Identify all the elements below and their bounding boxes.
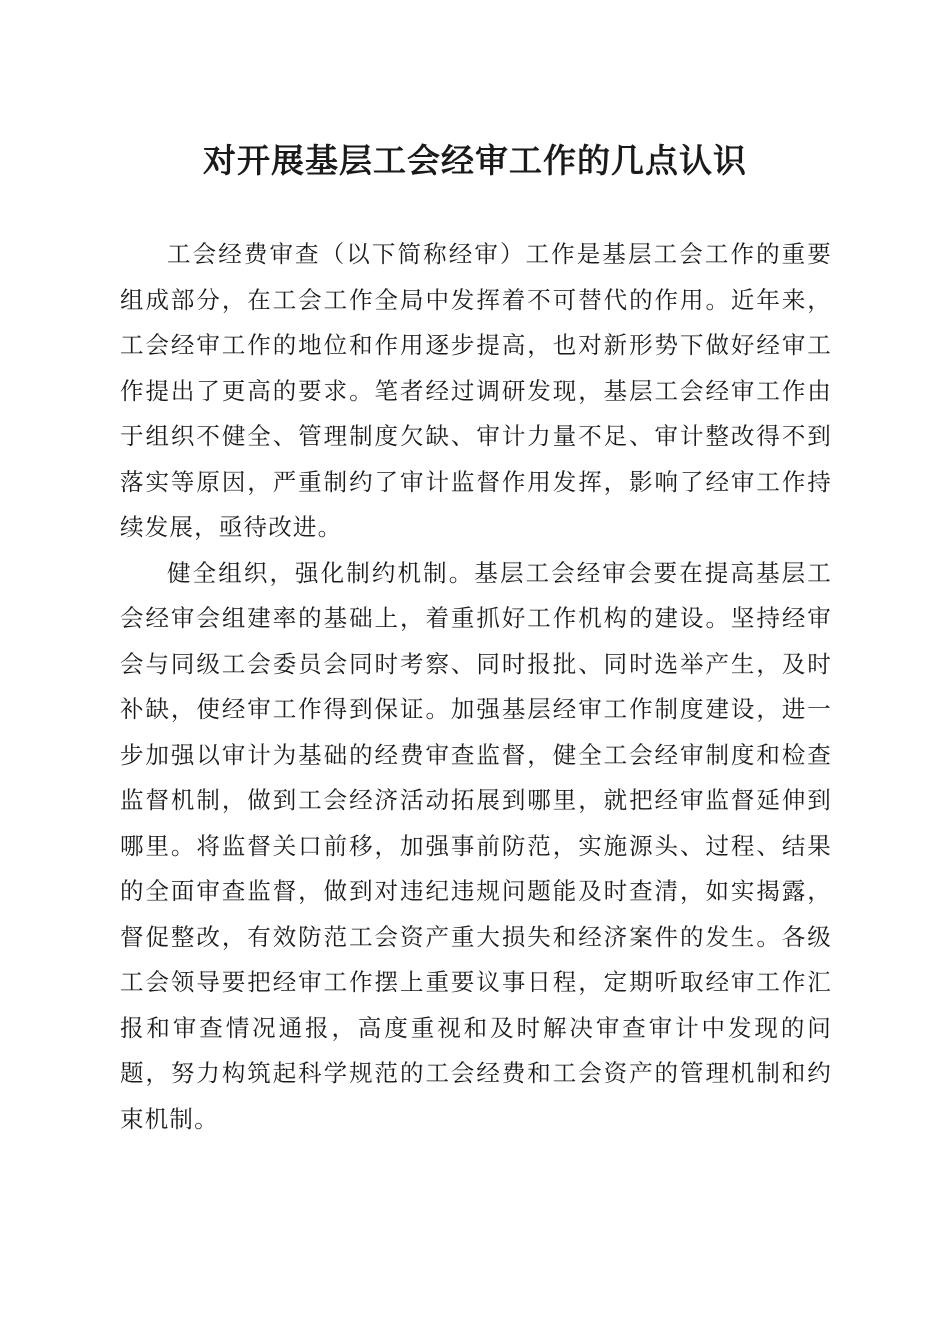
paragraph-organization: 健全组织，强化制约机制。基层工会经审会要在提高基层工会经审会组建率的基础上，着重抓好工作机构的建设。坚持经审会与同级工会委员会同时考察、同时报批、同时选举产生，及时补缺，使经审工作得到保证。加强基层经审工作制度建设，进一步加强以审计为基础的经费审查监督，健全工会经审制度和检查监督机制，做到工会经济活动拓展到哪里，就把经审监督延伸到哪里。将监督关口前移，加强事前防范，实施源头、过程、结果的全面审查监督，做到对违纪违规问题能及时查清，如实揭露，督促整改，有效防范工会资产重大损失和经济案件的发生。各级工会领导要把经审工作摆上重要议事日程，定期听取经审工作汇报和审查情况通报，高度重视和及时解决审查审计中发现的问题，努力构筑起科学规范的工会经费和工会资产的管理机制和约束机制。 xyxy=(120,558,832,1133)
paragraph-intro: 工会经费审查（以下简称经审）工作是基层工会工作的重要组成部分，在工会工作全局中发挥着不可替代的作用。近年来，工会经审工作的地位和作用逐步提高，也对新形势下做好经审工作提出了更高的要求。笔者经过调研发现，基层工会经审工作由于组织不健全、管理制度欠缺、审计力量不足、审计整改得不到落实等原因，严重制约了审计监督作用发挥，影响了经审工作持续发展，亟待改进。 xyxy=(120,240,832,541)
document-title: 对开展基层工会经审工作的几点认识 xyxy=(203,141,747,180)
document-body xyxy=(120,232,832,1142)
